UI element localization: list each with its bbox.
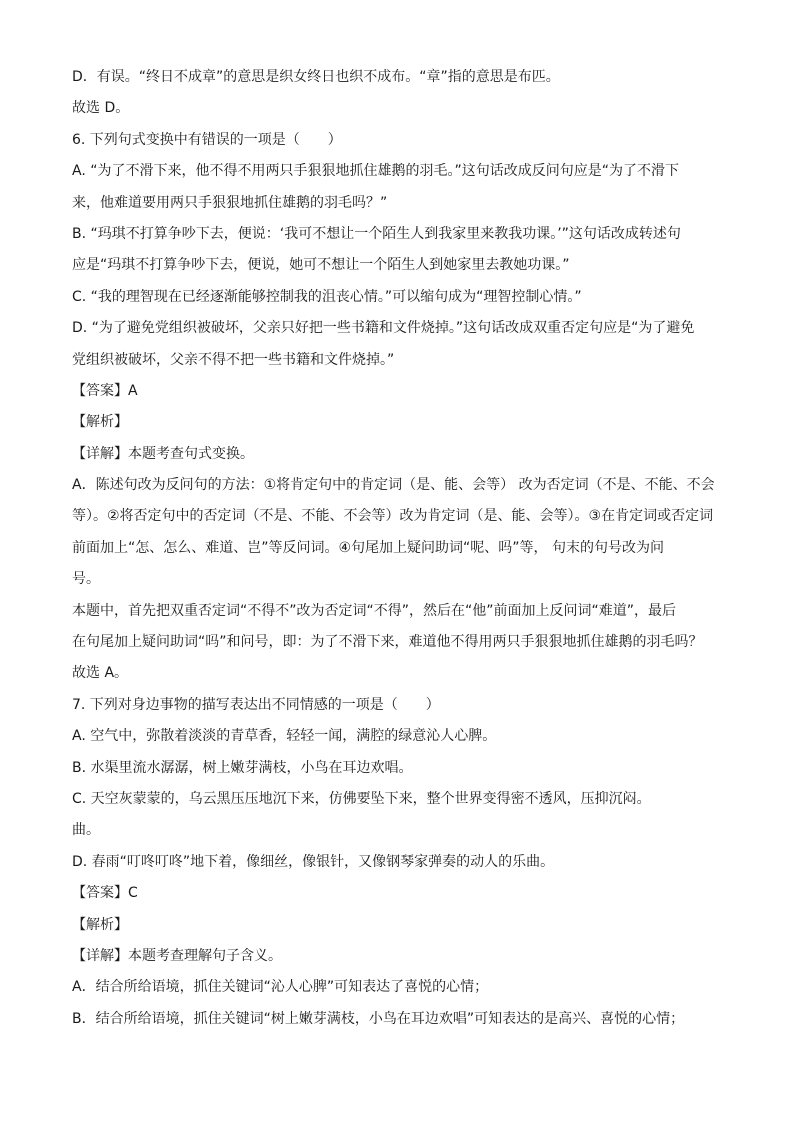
option-d-explanation: D．有误。“终日不成章”的意思是织女终日也织不成布。“章”指的意思是布匹。: [72, 69, 560, 85]
question-7-stem: 7. 下列对身边事物的描写表达出不同情感的一项是（ ）: [72, 696, 440, 713]
analysis-label: 【解析】: [72, 916, 128, 933]
detail-7-a: A．结合所给语境，抓住关键词“沁人心脾”可知表达了喜悦的心情；: [72, 979, 489, 996]
question-6-option-d-cont: 党组织被破坏，父亲不得不把一些书籍和文件烧掉。”: [72, 351, 395, 368]
question-7-option-c: C. 天空灰蒙蒙的，乌云黑压压地沉下来，仿佛要坠下来，整个世界变得密不透风，压抑沉闷。: [72, 790, 651, 807]
question-6-option-b-cont: 应是“玛琪不打算争吵下去，便说，她可不想让一个陌生人到她家里去教她功课。”: [72, 257, 570, 274]
question-6-option-d: D. “为了避免党组织被破坏，父亲只好把一些书籍和文件烧掉。”这句话改成双重否定句应是“为了避免: [72, 320, 695, 337]
answer-label: 【答案】A: [72, 382, 138, 399]
detail-a-line-2: 等）。②将否定句中的否定词（不是、不能、不会等）改为肯定词（是、能、会等）。③在肯定词或否定词: [72, 508, 714, 525]
detail-example-line-2: 在句尾加上疑问助词“吗”和问号，即：为了不滑下来，难道他不得用两只手狠狠地抓住雄鹅的羽毛吗？: [72, 634, 703, 651]
question-6-option-b: B. “玛琪不打算争吵下去，便说：‘我可不想让一个陌生人到我家里来教我功课。’”这句话改成转述句: [72, 225, 681, 242]
detail-example-line-1: 本题中，首先把双重否定词“不得不”改为否定词“不得”，然后在“他”前面加上反问词“难道”，最后: [72, 602, 677, 619]
conclusion-line: 故选 A。: [72, 665, 129, 682]
question-7-option-a: A. 空气中，弥散着淡淡的青草香，轻轻一闻，满腔的绿意沁人心脾。: [72, 728, 497, 745]
detail-7-b: B．结合所给语境，抓住关键词“树上嫩芽满枝，小鸟在耳边欢唱”可知表达的是高兴、喜悦的心情；: [72, 1010, 685, 1027]
question-7-option-b: B. 水渠里流水潺潺，树上嫩芽满枝，小鸟在耳边欢唱。: [72, 759, 413, 776]
document-body: [72, 62, 722, 1035]
stray-text-line: 曲。: [72, 822, 100, 839]
detail-a-line-3: 前面加上“怎、怎么、难道、岂”等反问词。④句尾加上疑问助词“呢、吗”等， 句末的句号改为问: [72, 539, 665, 556]
answer-label: 【答案】C: [72, 885, 138, 902]
conclusion-line: 故选 D。: [72, 100, 130, 117]
question-6-option-c: C. “我的理智现在已经逐渐能够控制我的沮丧心情。”可以缩句成为“理智控制心情。”: [72, 288, 582, 305]
question-6-option-a-cont: 来，他难道要用两只手狠狠地抓住雄鹅的羽毛吗？”: [72, 194, 388, 211]
analysis-label: 【解析】: [72, 414, 128, 431]
detail-a-line-4: 号。: [72, 571, 100, 588]
question-6-stem: 6. 下列句式变换中有错误的一项是（ ）: [72, 131, 342, 148]
detail-heading: 【详解】本题考查句式变换。: [72, 445, 254, 462]
detail-a-line-1: A．陈述句改为反问句的方法：①将肯定句中的肯定词（是、能、会等） 改为否定词（不是、不能、不会: [72, 477, 715, 494]
question-6-option-a: A. “为了不滑下来，他不得不用两只手狠狠地抓住雄鹅的羽毛。”这句话改成反问句应是“为了不滑下: [72, 163, 679, 180]
detail-heading: 【详解】本题考查理解句子含义。: [72, 947, 282, 964]
question-7-option-d: D. 春雨“叮咚叮咚”地下着，像细丝，像银针，又像钢琴家弹奏的动人的乐曲。: [72, 853, 555, 870]
